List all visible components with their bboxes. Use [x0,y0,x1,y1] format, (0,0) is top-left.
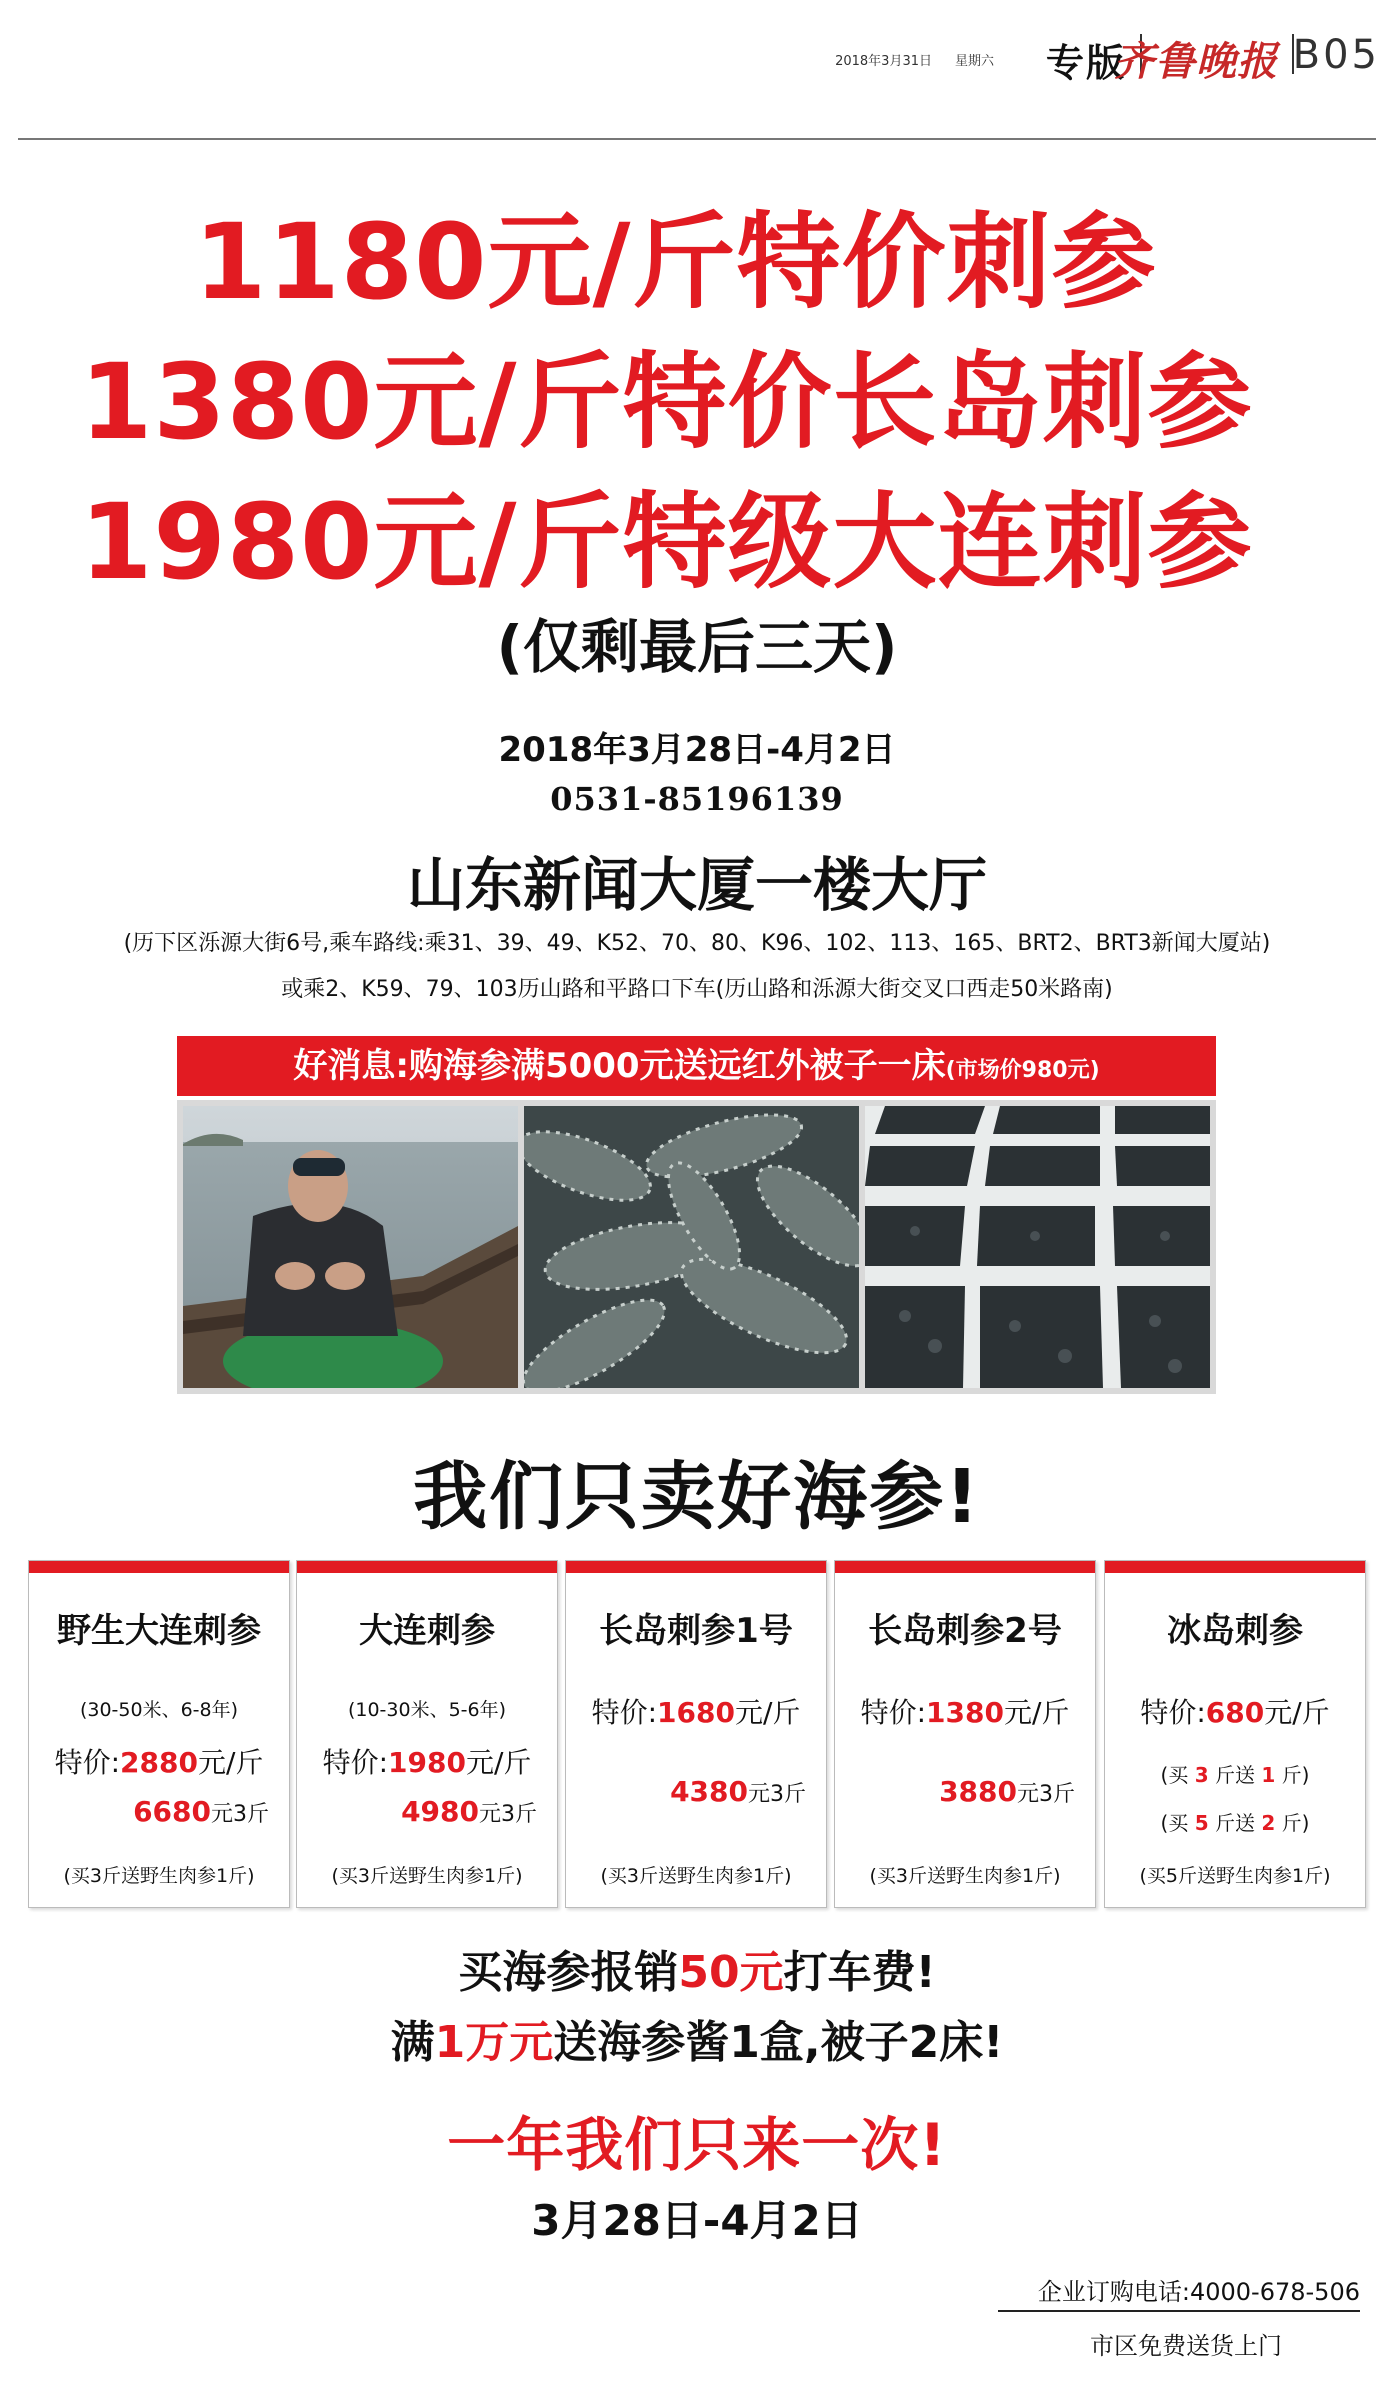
bus-route-2: 或乘2、K59、79、103历山路和平路口下车(历山路和泺源大街交叉口西走50米路南) [281,977,1113,1002]
corporate-rule [998,2310,1360,2312]
product-buy-gift-2: (买 5 斤送 2 斤) [1160,1811,1310,1835]
card-accent [566,1561,826,1573]
slogan: 我们只卖好海参! [413,1454,981,1540]
bus-route-1: (历下区泺源大街6号,乘车路线:乘31、39、49、K52、70、80、K96、102、113、165、BRT2、BRT3新闻大厦站) [123,931,1271,956]
product-card [28,1560,290,1908]
event-venue: 山东新闻大厦一楼大厅 [406,851,987,919]
product-price: 特价:1980元/斤 [322,1746,532,1779]
sea-cucumber-trays-photo [865,1106,1210,1388]
product-name: 长岛刺参1号 [599,1611,793,1651]
product-gift-note: (买3斤送野生肉参1斤) [331,1865,523,1887]
product-name: 冰岛刺参 [1167,1611,1303,1651]
product-buy-gift-1: (买 3 斤送 1 斤) [1160,1763,1310,1787]
sea-cucumber-closeup-photo [524,1106,859,1388]
issue-weekday: 星期六 [954,54,994,69]
photo-strip [177,1100,1216,1394]
issue-date: 2018年3月31日 [835,54,932,69]
product-gift-note: (买5斤送野生肉参1斤) [1139,1865,1331,1887]
product-three-price: 4380元3斤 [670,1775,806,1808]
product-three-price: 4980元3斤 [401,1795,537,1828]
section-title: 专版 [1045,41,1126,85]
headline-price-3: 1980元/斤特级大连刺参 [80,481,1253,603]
header-rule [18,138,1376,140]
product-gift-note: (买3斤送野生肉参1斤) [869,1865,1061,1887]
corporate-phone: 企业订购电话:4000-678-506 [1037,2278,1360,2306]
card-accent [297,1561,557,1573]
product-card [565,1560,827,1908]
product-price: 特价:1380元/斤 [860,1696,1070,1729]
product-card [834,1560,1096,1908]
promo-market-price: (市场价980元) [945,1058,1100,1083]
product-gift-note: (买3斤送野生肉参1斤) [63,1865,255,1887]
product-spec: (10-30米、5-6年) [347,1699,507,1721]
remaining-days: (仅剩最后三天) [496,613,898,681]
promo-banner [177,1036,1216,1096]
card-accent [835,1561,1095,1573]
newspaper-logo: 齐鲁晚报 [1114,39,1278,85]
headline-price-1: 1180元/斤特价刺参 [194,201,1157,323]
product-price: 特价:680元/斤 [1140,1696,1330,1729]
fisherman-photo [183,1106,518,1388]
card-accent [1105,1561,1365,1573]
card-accent [29,1561,289,1573]
headline-price-2: 1380元/斤特价长岛刺参 [80,341,1253,463]
spend-gift: 满1万元送海参酱1盒,被子2床! [390,2017,1004,2068]
product-three-price: 6680元3斤 [133,1795,269,1828]
product-spec: (30-50米、6-8年) [79,1699,239,1721]
product-three-price: 3880元3斤 [939,1775,1075,1808]
taxi-reimbursement: 买海参报销50元打车费! [458,1947,936,1998]
product-name: 大连刺参 [359,1611,495,1651]
event-phone: 0531-85196139 [550,780,844,818]
product-price: 特价:1680元/斤 [591,1696,801,1729]
product-card [296,1560,558,1908]
product-name: 野生大连刺参 [57,1611,261,1651]
bottom-dates: 3月28日-4月2日 [531,2196,863,2245]
page-number: B05 [1292,32,1380,78]
product-price: 特价:2880元/斤 [54,1746,264,1779]
product-gift-note: (买3斤送野生肉参1斤) [600,1865,792,1887]
promo-text: 好消息:购海参满5000元送远红外被子一床 [293,1046,946,1086]
event-dates: 2018年3月28日-4月2日 [498,730,896,770]
once-a-year: 一年我们只来一次! [447,2111,947,2179]
product-name: 长岛刺参2号 [868,1611,1062,1651]
product-card [1104,1560,1366,1908]
free-delivery: 市区免费送货上门 [1090,2332,1282,2360]
